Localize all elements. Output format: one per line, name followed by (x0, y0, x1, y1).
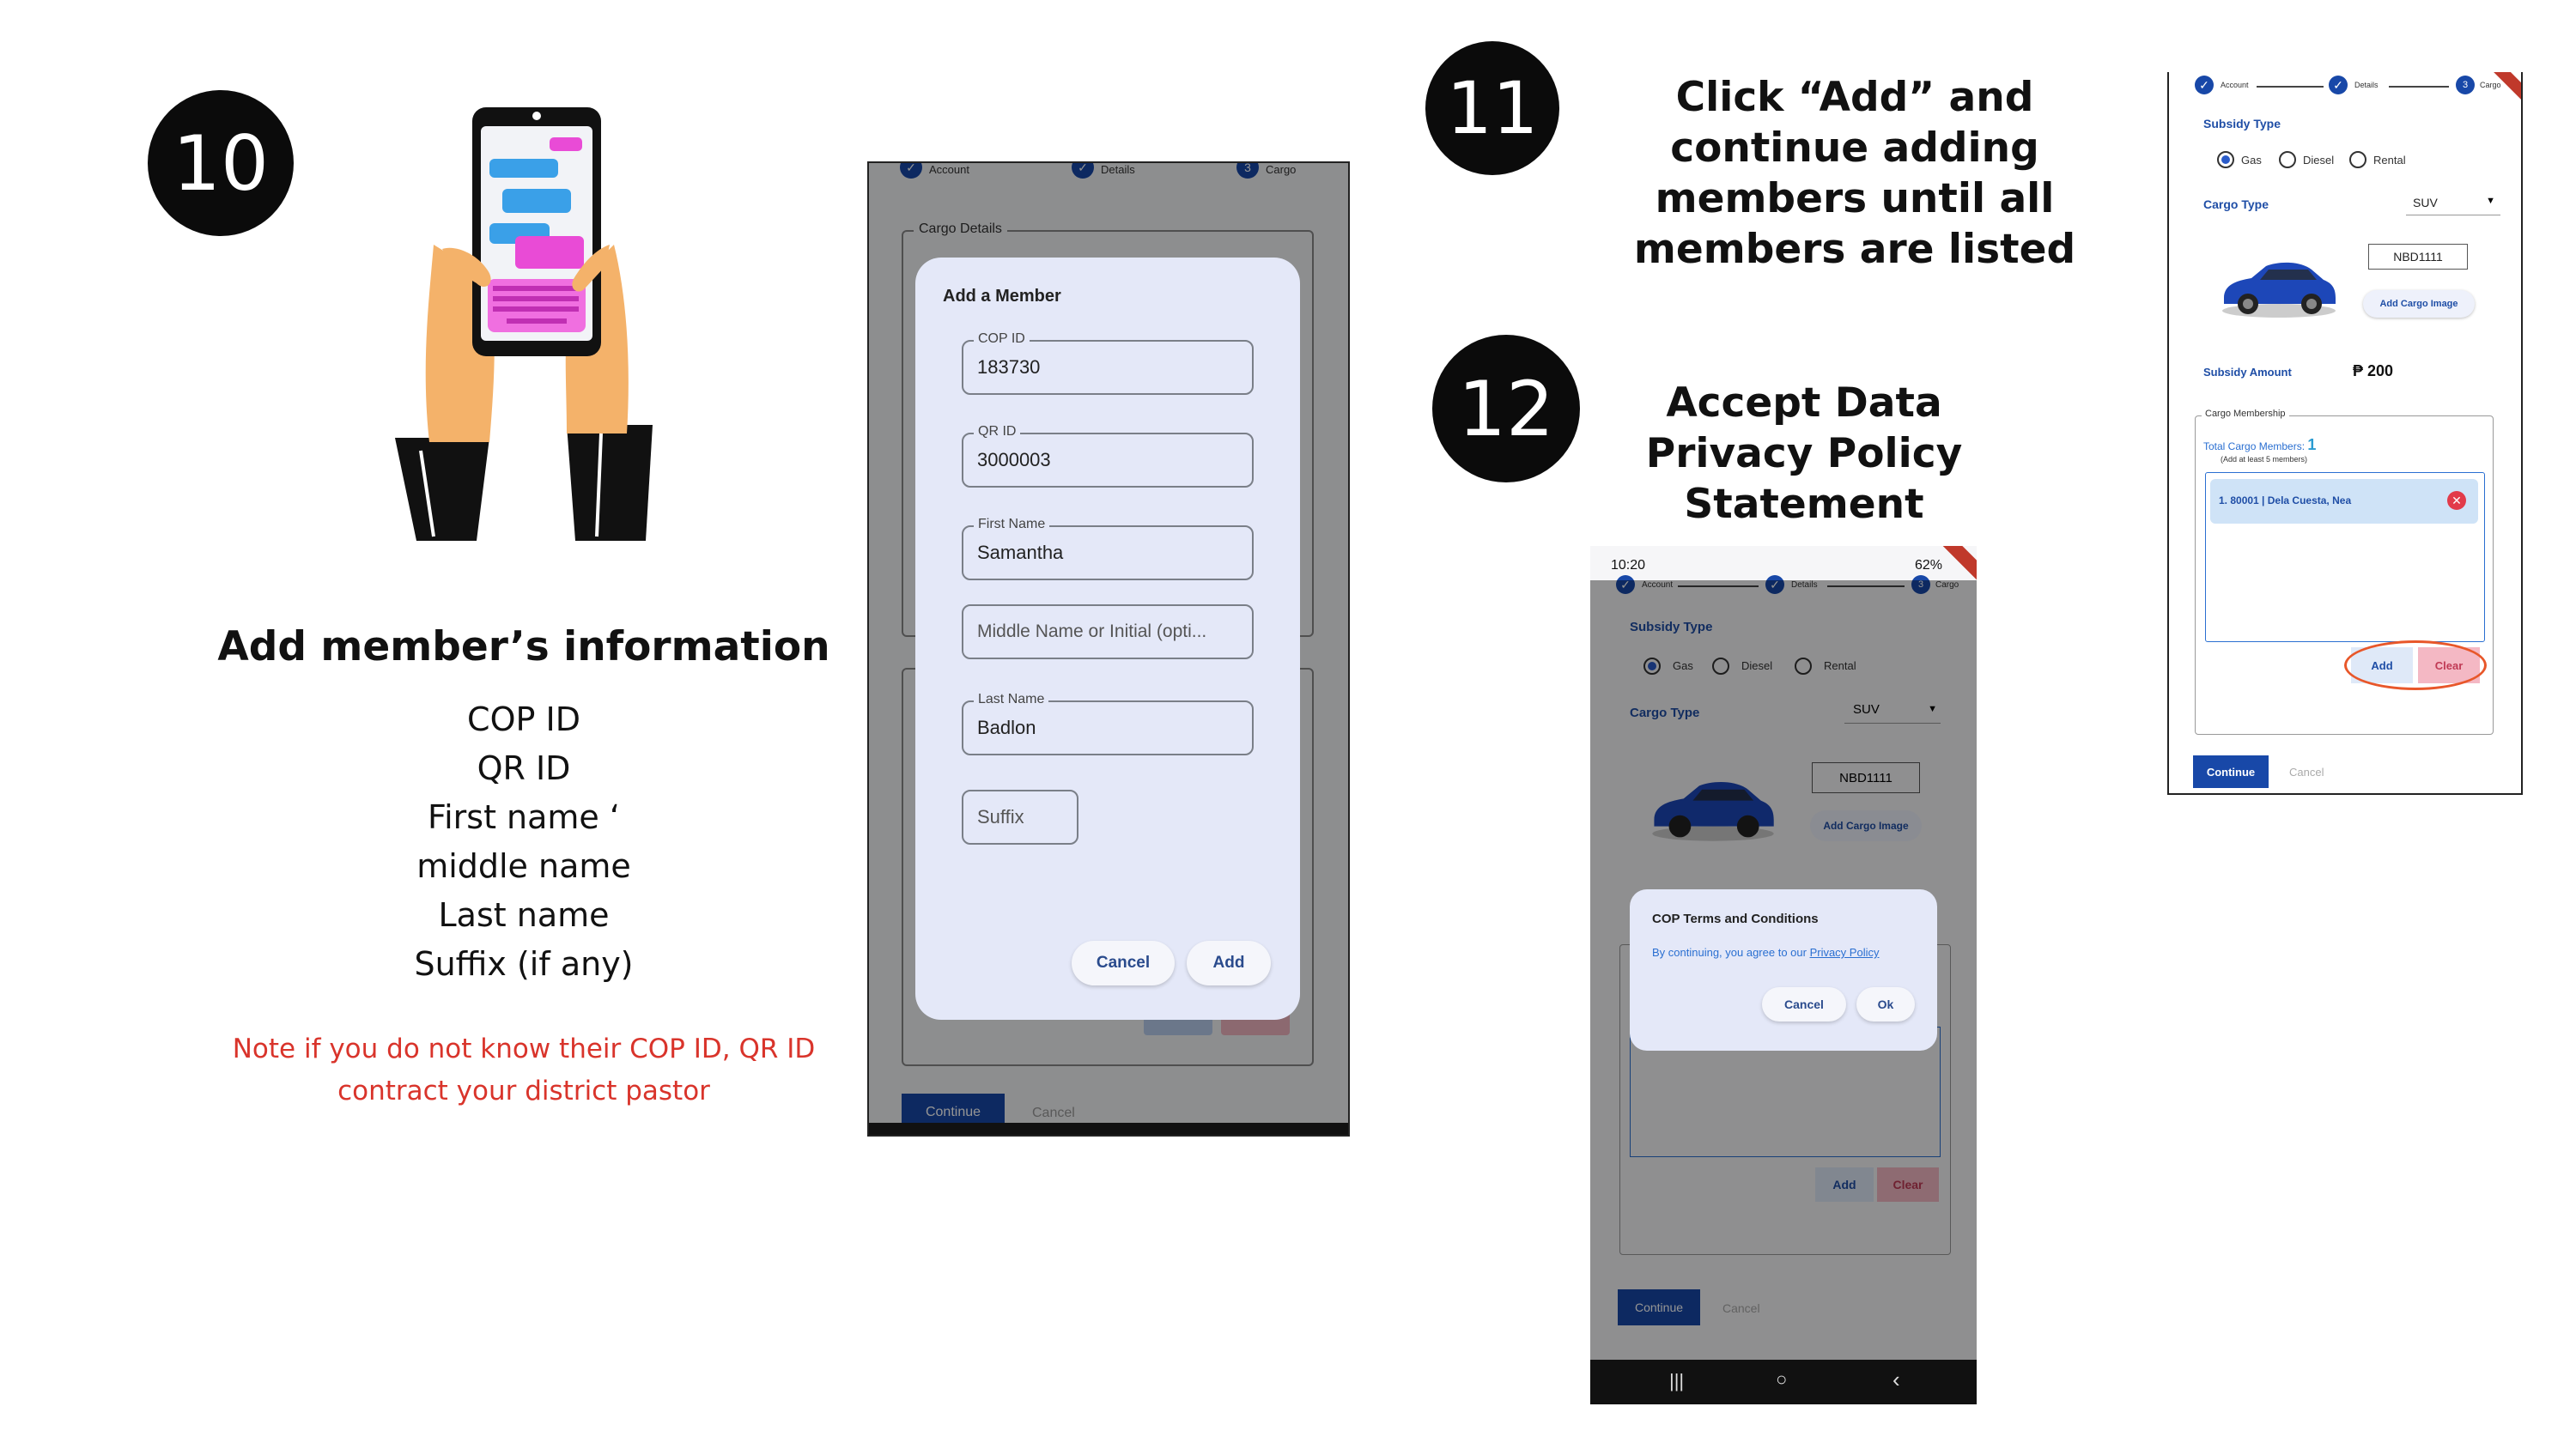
last-name-field[interactable] (962, 692, 1254, 755)
pd-step-cargo-label: Cargo (1935, 580, 1959, 590)
bg-cargo-details-label: Cargo Details (914, 221, 1007, 237)
privacy-dialog-text: By continuing, you agree to our (1652, 946, 1810, 959)
radio-rental[interactable] (2349, 151, 2366, 168)
step-cargo-number: 3 (2462, 80, 2469, 90)
bg-step-details: ✓ (1072, 161, 1094, 179)
step-10-note: Note if you do not know their COP ID, QR ID contract your district pastor (232, 1034, 816, 1106)
add-member-button[interactable]: Add (2351, 647, 2413, 683)
step-details-check: ✓ (2329, 76, 2348, 94)
step-10-number: 10 (173, 118, 269, 208)
member-entry-text: 1. 80001 | Dela Cuesta, Nea (2219, 494, 2352, 506)
pd-add-button: Add (1815, 1167, 1874, 1202)
step-11-badge (1425, 41, 1559, 175)
recents-icon[interactable]: ||| (1669, 1370, 1685, 1391)
total-members-row (2203, 436, 2316, 454)
field-qr-id: QR ID (477, 749, 571, 787)
cargo-type-dropdown[interactable] (2406, 191, 2500, 215)
bg-cancel-link: Cancel (1032, 1106, 1075, 1120)
first-name-value: Samantha (977, 542, 1064, 563)
pd-chevron-down-icon: ▼ (1928, 704, 1937, 714)
pd-plate-box: NBD1111 (1812, 762, 1920, 793)
pd-step-account: ✓ (1616, 575, 1635, 594)
radio-rental-label: Rental (2373, 154, 2406, 167)
step-11-number: 11 (1446, 66, 1539, 150)
privacy-dialog-screenshot (1590, 546, 1977, 1404)
subsidy-type-label: Subsidy Type (2203, 117, 2281, 130)
radio-diesel[interactable] (2279, 151, 2296, 168)
total-members-label: Total Cargo Members: (2203, 440, 2306, 452)
cargo-form-screenshot (2167, 72, 2523, 795)
add-member-dialog (915, 258, 1300, 1020)
privacy-cancel-button[interactable]: Cancel (1762, 987, 1846, 1022)
bg-step-cargo: 3 (1236, 161, 1259, 179)
highlight-circle (2344, 640, 2487, 690)
step-12-badge (1432, 335, 1580, 482)
status-battery: 62% (1915, 558, 1943, 573)
step-10-heading: Add member’s information (217, 623, 830, 670)
clear-button[interactable]: Clear (2418, 647, 2480, 683)
cargo-membership-label: Cargo Membership (2202, 409, 2289, 419)
pd-radio-diesel-label: Diesel (1741, 659, 1773, 672)
subsidy-amount-value: ₱ 200 (2353, 362, 2394, 379)
radio-diesel-label: Diesel (2303, 154, 2335, 167)
step-12-heading: Accept Data Privacy Policy Statement (1645, 379, 1963, 528)
cargo-type-label: Cargo Type (2203, 197, 2269, 211)
plate-number-box: NBD1111 (2368, 244, 2468, 270)
car-image (2219, 251, 2339, 319)
privacy-ok-button[interactable]: Ok (1856, 987, 1915, 1022)
step-line-1 (2257, 86, 2324, 88)
bg-step-account-label: Account (929, 163, 969, 176)
last-name-value: Badlon (977, 717, 1036, 738)
field-last-name: Last name (438, 896, 610, 934)
status-time: 10:20 (1611, 558, 1646, 573)
chevron-down-icon: ▼ (2486, 196, 2495, 206)
step-cargo-current (2456, 76, 2475, 94)
pd-step-details-label: Details (1791, 580, 1818, 590)
pd-cancel-link: Cancel (1722, 1301, 1760, 1315)
field-suffix: Suffix (if any) (414, 945, 634, 983)
pd-cargo-type-label: Cargo Type (1630, 706, 1700, 720)
middle-name-placeholder: Middle Name or Initial (opti... (977, 621, 1207, 641)
radio-gas[interactable] (2217, 151, 2234, 168)
cop-id-label: COP ID (974, 331, 1030, 347)
bottom-bar (869, 1123, 1348, 1135)
privacy-policy-link[interactable]: Privacy Policy (1809, 946, 1880, 959)
pd-step-account-label: Account (1642, 580, 1674, 590)
continue-button[interactable]: Continue (2193, 755, 2269, 788)
cop-id-field[interactable] (962, 331, 1254, 395)
dialog-title: Add a Member (943, 287, 1061, 306)
pd-radio-gas-label: Gas (1673, 659, 1693, 672)
back-icon[interactable]: ‹ (1893, 1367, 1900, 1392)
bg-step-account: ✓ (900, 161, 922, 179)
privacy-dialog (1630, 889, 1937, 1051)
privacy-dialog-title: COP Terms and Conditions (1652, 912, 1819, 926)
pd-step-details: ✓ (1765, 575, 1784, 594)
suffix-field[interactable] (962, 790, 1078, 845)
bg-continue-button: Continue (902, 1094, 1005, 1131)
total-members-value: 1 (2307, 436, 2317, 453)
pd-clear-button: Clear (1877, 1167, 1939, 1202)
dialog-cancel-button[interactable]: Cancel (1072, 941, 1175, 985)
field-cop-id: COP ID (467, 700, 580, 738)
qr-id-field[interactable] (962, 424, 1254, 488)
pd-subsidy-type-label: Subsidy Type (1630, 620, 1713, 634)
pd-step-cargo-number: 3 (1917, 579, 1924, 590)
last-name-label: Last Name (974, 692, 1048, 707)
step-account-check: ✓ (2195, 76, 2214, 94)
member-list-item[interactable] (2210, 479, 2478, 524)
step-line-2 (2389, 86, 2449, 88)
step-cargo-label: Cargo (2480, 81, 2501, 89)
field-middle-name: middle name (416, 847, 631, 885)
bg-step-details-label: Details (1101, 163, 1135, 176)
phone-typing-illustration (395, 107, 661, 545)
subsidy-amount-label: Subsidy Amount (2203, 366, 2292, 379)
min-members-note: (Add at least 5 members) (2221, 455, 2308, 464)
pd-add-cargo-image-button[interactable]: Add Cargo Image (1810, 810, 1922, 841)
add-member-screenshot (867, 161, 1350, 1137)
cargo-type-value: SUV (2413, 196, 2438, 209)
step-10-field-list (352, 695, 696, 989)
pd-continue-button: Continue (1618, 1289, 1700, 1325)
add-cargo-image-button[interactable]: Add Cargo Image (2363, 290, 2475, 318)
middle-name-field[interactable] (962, 604, 1254, 659)
first-name-field[interactable] (962, 517, 1254, 580)
suffix-placeholder: Suffix (977, 806, 1024, 828)
dialog-add-button[interactable]: Add (1187, 941, 1271, 985)
step-10-badge (148, 90, 294, 236)
step-11-heading: Click “Add” and continue adding members until all members are listed (1633, 74, 2076, 273)
step-account-label: Account (2221, 81, 2249, 89)
qr-id-label: QR ID (974, 424, 1020, 440)
remove-member-icon[interactable]: ✕ (2447, 491, 2466, 510)
cancel-link[interactable]: Cancel (2289, 766, 2324, 779)
cop-id-value: 183730 (977, 356, 1041, 378)
pd-cargo-type-value: SUV (1853, 702, 1880, 717)
android-nav-bar (1590, 1360, 1977, 1404)
bg-step-cargo-label: Cargo (1266, 163, 1297, 176)
privacy-dialog-body (1652, 946, 1879, 959)
home-icon[interactable]: ○ (1776, 1368, 1788, 1390)
step-12-number: 12 (1458, 364, 1554, 453)
field-first-name: First name ‘ (428, 798, 620, 836)
pd-radio-rental-label: Rental (1824, 659, 1856, 672)
first-name-label: First Name (974, 517, 1049, 532)
radio-gas-label: Gas (2241, 154, 2262, 167)
qr-id-value: 3000003 (977, 449, 1051, 470)
step-details-label: Details (2354, 81, 2379, 89)
